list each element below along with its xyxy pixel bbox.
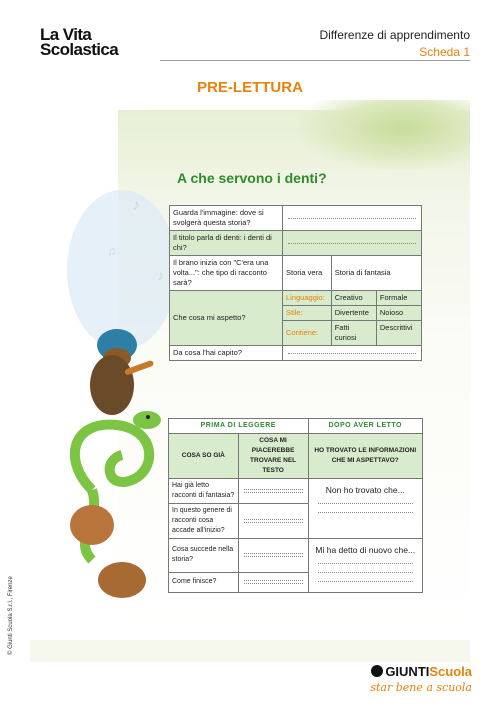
new-info-cell[interactable]: Mi ha detto di nuovo che... <box>308 539 423 593</box>
column-found: HO TROVATO LE INFORMAZIONI CHE MI ASPETTAVO? <box>308 434 423 479</box>
style-label: Stile: <box>283 306 332 321</box>
question-cell: Guarda l'immagine: dove si svolgerà questa storia? <box>170 206 283 231</box>
table-header-row <box>169 434 423 479</box>
answer-cell[interactable] <box>238 572 308 592</box>
question-cell: Cosa succede nella storia? <box>169 539 239 573</box>
table-row <box>170 346 422 361</box>
language-options[interactable]: Creativo Formale <box>331 291 421 306</box>
column-what-i-know: COSA SO GIÀ <box>169 434 239 479</box>
table-header-row <box>169 419 423 434</box>
question-cell: Che cosa mi aspetto? <box>170 291 283 346</box>
table-row <box>170 231 422 256</box>
answer-cell[interactable] <box>283 206 422 231</box>
question-cell: Il titolo parla di denti: i denti di chi? <box>170 231 283 256</box>
music-note-icon: ♪ <box>157 267 164 283</box>
question-cell: Il brano inizia con "C'era una volta...": che tipo di racconto sarà? <box>170 256 283 291</box>
publisher-tagline: star bene a scuola <box>370 681 472 694</box>
option-fantasy-story[interactable]: Storia di fantasia <box>331 256 421 291</box>
question-cell: Da cosa l'hai capito? <box>170 346 283 361</box>
answer-cell[interactable] <box>238 539 308 573</box>
style-options[interactable]: Divertente Noioso <box>331 306 421 321</box>
content-options[interactable]: Fatti curiosi Descrittivi <box>331 321 421 346</box>
logo-line2: Scolastica <box>40 40 119 59</box>
before-after-table <box>168 418 423 593</box>
question-cell: Hai già letto racconti di fantasia? <box>169 479 239 504</box>
before-reading-header: PRIMA DI LEGGERE <box>169 419 309 434</box>
answer-cell[interactable] <box>238 504 308 539</box>
table-row <box>170 291 422 306</box>
not-found-cell[interactable]: Non ho trovato che... <box>308 479 423 539</box>
content-label: Contiene: <box>283 321 332 346</box>
table-row <box>169 539 423 573</box>
column-what-i-want: COSA MI PIACEREBBE TROVARE NEL TESTO <box>238 434 308 479</box>
logo-line1: La Vita <box>40 25 92 44</box>
sheet-label: Scheda 1 <box>419 45 470 59</box>
section-title: Differenze di apprendimento <box>319 28 470 42</box>
language-label: Linguaggio: <box>283 291 332 306</box>
after-reading-header: DOPO AVER LETTO <box>308 419 423 434</box>
question-cell: In questo genere di racconti cosa accade all'inizio? <box>169 504 239 539</box>
answer-cell[interactable] <box>238 479 308 504</box>
option-real-story[interactable]: Storia vera <box>283 256 332 291</box>
trees-decoration <box>300 100 470 170</box>
table-row <box>170 206 422 231</box>
page-title: PRE-LETTURA <box>197 79 303 96</box>
table-row <box>170 256 422 291</box>
giunti-logo-icon <box>371 665 383 677</box>
question-title: A che servono i denti? <box>177 170 327 186</box>
copyright-note: © Giunti Scuola S.r.l., Firenze <box>8 576 14 655</box>
music-note-icon: ♪ <box>132 197 140 214</box>
bottom-band <box>30 640 470 662</box>
publisher-brand: GIUNTIScuola <box>370 664 472 679</box>
magazine-logo <box>40 27 118 57</box>
music-note-icon: ♫ <box>107 244 116 258</box>
pre-reading-table <box>169 205 422 361</box>
answer-cell[interactable] <box>283 346 422 361</box>
publisher-logo <box>370 664 472 694</box>
question-cell: Come finisce? <box>169 572 239 592</box>
table-row <box>169 479 423 504</box>
header-right <box>319 28 470 59</box>
header-rule <box>160 60 470 61</box>
answer-cell[interactable] <box>283 231 422 256</box>
